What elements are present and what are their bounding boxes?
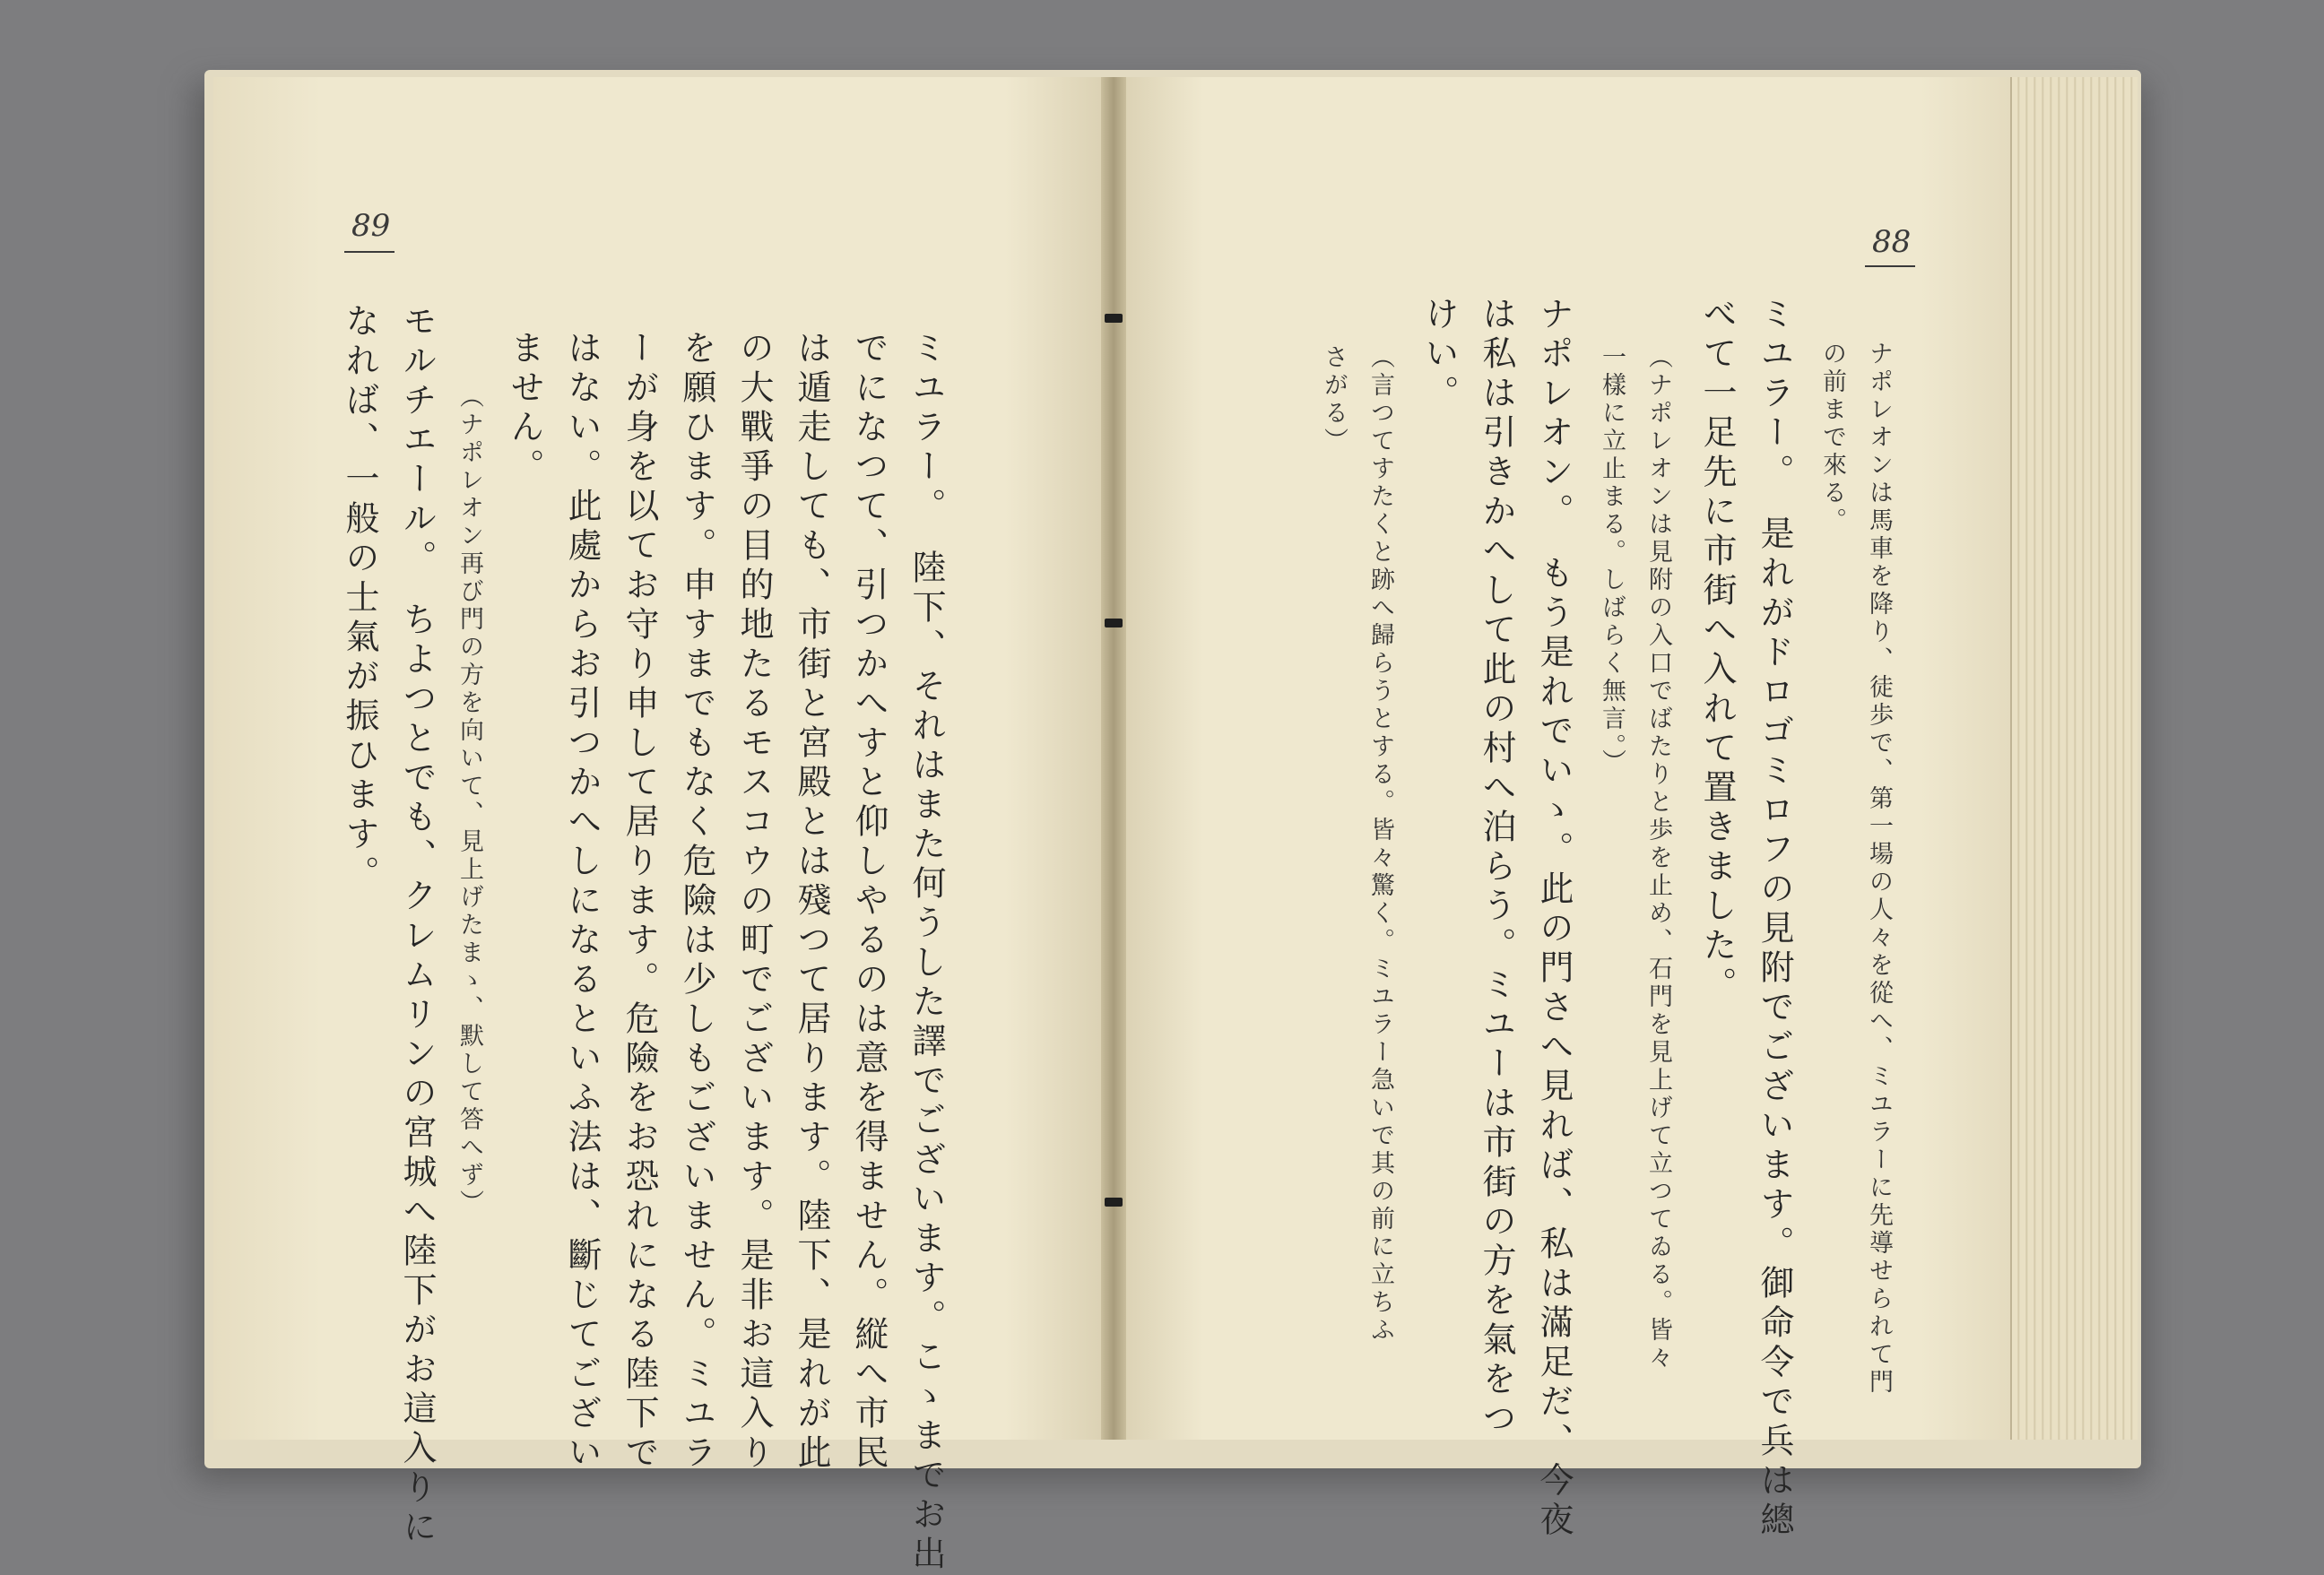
text-column: なれば、一般の士氣が振ひます。	[340, 303, 379, 895]
left-page-number-rule	[344, 251, 395, 253]
text-column: はない。此處からお引つかへしになるといふ法は、斷じてござい	[562, 330, 602, 1474]
right-page-number-rule	[1865, 265, 1915, 267]
text-column: でになつて、引つかへすと仰しやるのは意を得ません。縦へ市民	[849, 330, 889, 1474]
binding-stitch	[1105, 314, 1123, 323]
stage-direction: ナポレオンは馬車を降り、徒歩で、第一場の人々を從へ、ミユラーに先導せられて門	[1865, 341, 1893, 1397]
binding-stitch	[1105, 619, 1123, 627]
stage-direction: （ナポレオン再び門の方を向いて、見上げたまゝ、默して答へず）	[455, 384, 483, 1217]
book-gutter	[1101, 77, 1126, 1440]
text-column: モルチエール。 ちよつとでも、クレムリンの宮城へ陸下がお這入りに	[397, 303, 437, 1548]
page-edges	[2010, 77, 2138, 1440]
text-column: ミユラー。 陸下、それはまた何うした譯でございます。こゝまでお出	[906, 330, 946, 1575]
text-column: は私は引きかへして此の村へ泊らう。ミユーは市街の方を氣をつ	[1477, 296, 1516, 1440]
text-column: べて一足先に市街へ入れて置きました。	[1697, 296, 1737, 1006]
stage-direction: さがる）	[1320, 344, 1348, 455]
text-column: ミユラー。 是れがドロゴミロフの見附でございます。御命令で兵は總	[1755, 296, 1794, 1541]
text-column: の大戰爭の目的地たるモスコウの町でございます。是非お這入り	[734, 330, 774, 1474]
stage-direction: （ナポレオンは見附の入口でばたりと歩を止め、石門を見上げて立つてゐる。皆々	[1644, 344, 1672, 1372]
text-column: ナポレオン。 もう是れでいゝ。此の門さへ見れば、私は滿足だ、今夜	[1534, 296, 1574, 1541]
binding-stitch	[1105, 1198, 1123, 1207]
right-page-number: 88	[1872, 224, 1912, 260]
stage-direction: 一樣に立止まる。しばらく無言。）	[1598, 344, 1626, 777]
stage-direction: の前まで來る。	[1818, 341, 1846, 535]
stage-direction: （言つてすたくと跡へ歸らうとする。皆々驚く。ミユラー急いで其の前に立ちふ	[1366, 344, 1394, 1345]
text-column: けい。	[1419, 296, 1459, 414]
text-column: ません。	[505, 330, 544, 488]
text-column: ーが身を以てお守り申して居ります。危險をお恐れになる陸下で	[620, 330, 659, 1474]
left-page-number: 89	[351, 208, 391, 244]
text-column: を願ひます。申すまでもなく危險は少しもございません。ミユラ	[677, 330, 716, 1474]
text-column: は遁走しても、市街と宮殿とは殘つて居ります。陸下、是れが此	[792, 330, 831, 1474]
